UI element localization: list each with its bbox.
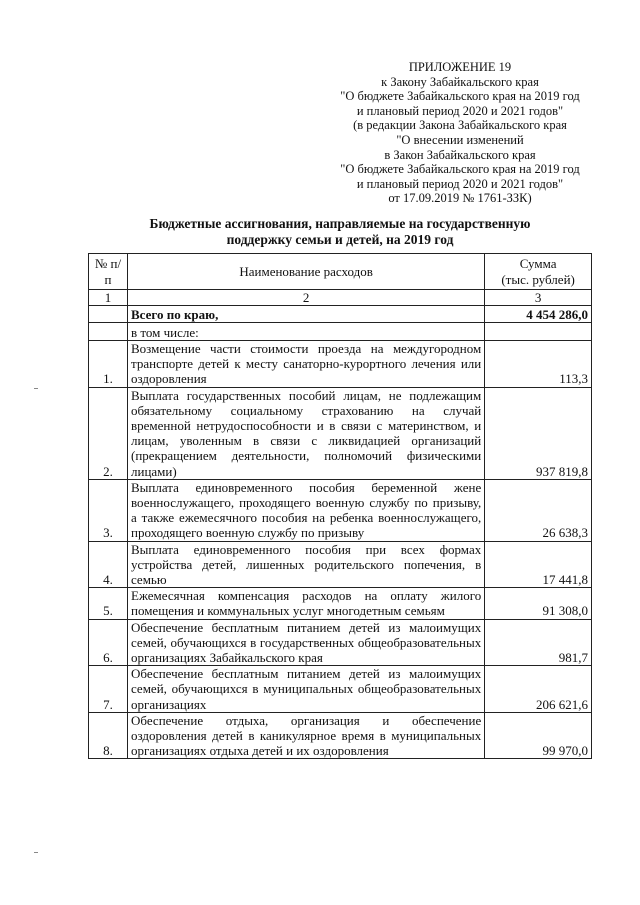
header-line: "О внесении изменений	[396, 132, 524, 147]
title-line-1: Бюджетные ассигнования, направляемые на государственную	[149, 216, 531, 231]
row-name: Обеспечение отдыха, организация и обеспечение оздоровления детей в каникулярное время в муниципальных организациях отдыха детей и их оздоровления	[128, 712, 485, 759]
row-number: 5.	[89, 588, 128, 619]
header-name: Наименование расходов	[128, 254, 485, 290]
table-header-row	[89, 254, 592, 290]
row-number: 7.	[89, 666, 128, 713]
header-line: в Закон Забайкальского края	[384, 147, 536, 162]
table-row	[89, 619, 592, 666]
column-index: 2	[128, 290, 485, 306]
header-sum-line2: (тыс. рублей)	[501, 271, 575, 287]
appendix-header	[300, 60, 620, 206]
subheading: в том числе:	[128, 323, 485, 341]
header-line: от 17.09.2019 № 1761-ЗЗК)	[388, 191, 532, 206]
header-line: ПРИЛОЖЕНИЕ 19	[408, 60, 512, 74]
scan-mark	[34, 388, 38, 389]
row-name: Выплата государственных пособий лицам, не подлежащим обязательному социальному страхованию на случай временной нетрудоспособности и в связи с материнством, и лицам, уволенным в связи с ликвидацией организаций (прекращением деятельности, полномочий физическими лицами)	[128, 387, 485, 479]
column-index: 3	[485, 290, 592, 306]
table-row	[89, 479, 592, 541]
header-sum	[485, 254, 592, 290]
scan-mark	[34, 852, 38, 853]
header-num: № п/п	[89, 254, 128, 290]
row-name: Возмещение части стоимости проезда на междугородном транспорте детей к месту санаторно-курортного лечения или оздоровления	[128, 341, 485, 388]
row-sum: 26 638,3	[485, 479, 592, 541]
header-sum-line1: Сумма	[519, 256, 557, 272]
table-row	[89, 541, 592, 588]
row-number: 6.	[89, 619, 128, 666]
column-index-row	[89, 290, 592, 306]
title-line-2: поддержку семьи и детей, на 2019 год	[226, 232, 454, 247]
total-sum: 4 454 286,0	[485, 306, 592, 323]
header-line: (в редакции Закона Забайкальского края	[353, 118, 567, 133]
header-line: и плановый период 2020 и 2021 годов"	[356, 103, 564, 118]
row-number: 1.	[89, 341, 128, 388]
row-sum: 99 970,0	[485, 712, 592, 759]
header-line: "О бюджете Забайкальского края на 2019 год	[340, 162, 580, 177]
row-sum: 113,3	[485, 341, 592, 388]
total-row	[89, 306, 592, 323]
row-name: Выплата единовременного пособия беременной жене военнослужащего, проходящего военную службу по призыву, а также ежемесячного пособия на ребенка военнослужащего, проходящего военную службу по призыву	[128, 479, 485, 541]
table-row	[89, 712, 592, 759]
row-name: Ежемесячная компенсация расходов на оплату жилого помещения и коммунальных услуг многодетным семьям	[128, 588, 485, 619]
row-name: Выплата единовременного пособия при всех формах устройства детей, лишенных родительского попечения, в семью	[128, 541, 485, 588]
row-number: 4.	[89, 541, 128, 588]
document-title	[110, 216, 570, 248]
budget-table	[88, 253, 592, 759]
row-sum: 981,7	[485, 619, 592, 666]
subheading-row	[89, 323, 592, 341]
table-row	[89, 588, 592, 619]
header-line: и плановый период 2020 и 2021 годов"	[356, 176, 564, 191]
table-row	[89, 341, 592, 388]
row-name: Обеспечение бесплатным питанием детей из малоимущих семей, обучающихся в муниципальных общеобразовательных организациях	[128, 666, 485, 713]
row-sum: 91 308,0	[485, 588, 592, 619]
table-row	[89, 387, 592, 479]
row-number: 8.	[89, 712, 128, 759]
total-label: Всего по краю,	[128, 306, 485, 323]
column-index: 1	[89, 290, 128, 306]
row-sum: 937 819,8	[485, 387, 592, 479]
header-line: "О бюджете Забайкальского края на 2019 год	[340, 89, 580, 104]
header-line: к Закону Забайкальского края	[381, 74, 539, 89]
table-row	[89, 666, 592, 713]
row-sum: 206 621,6	[485, 666, 592, 713]
row-name: Обеспечение бесплатным питанием детей из малоимущих семей, обучающихся в государственных общеобразовательных организациях Забайкальского края	[128, 619, 485, 666]
row-number: 3.	[89, 479, 128, 541]
row-sum: 17 441,8	[485, 541, 592, 588]
row-number: 2.	[89, 387, 128, 479]
